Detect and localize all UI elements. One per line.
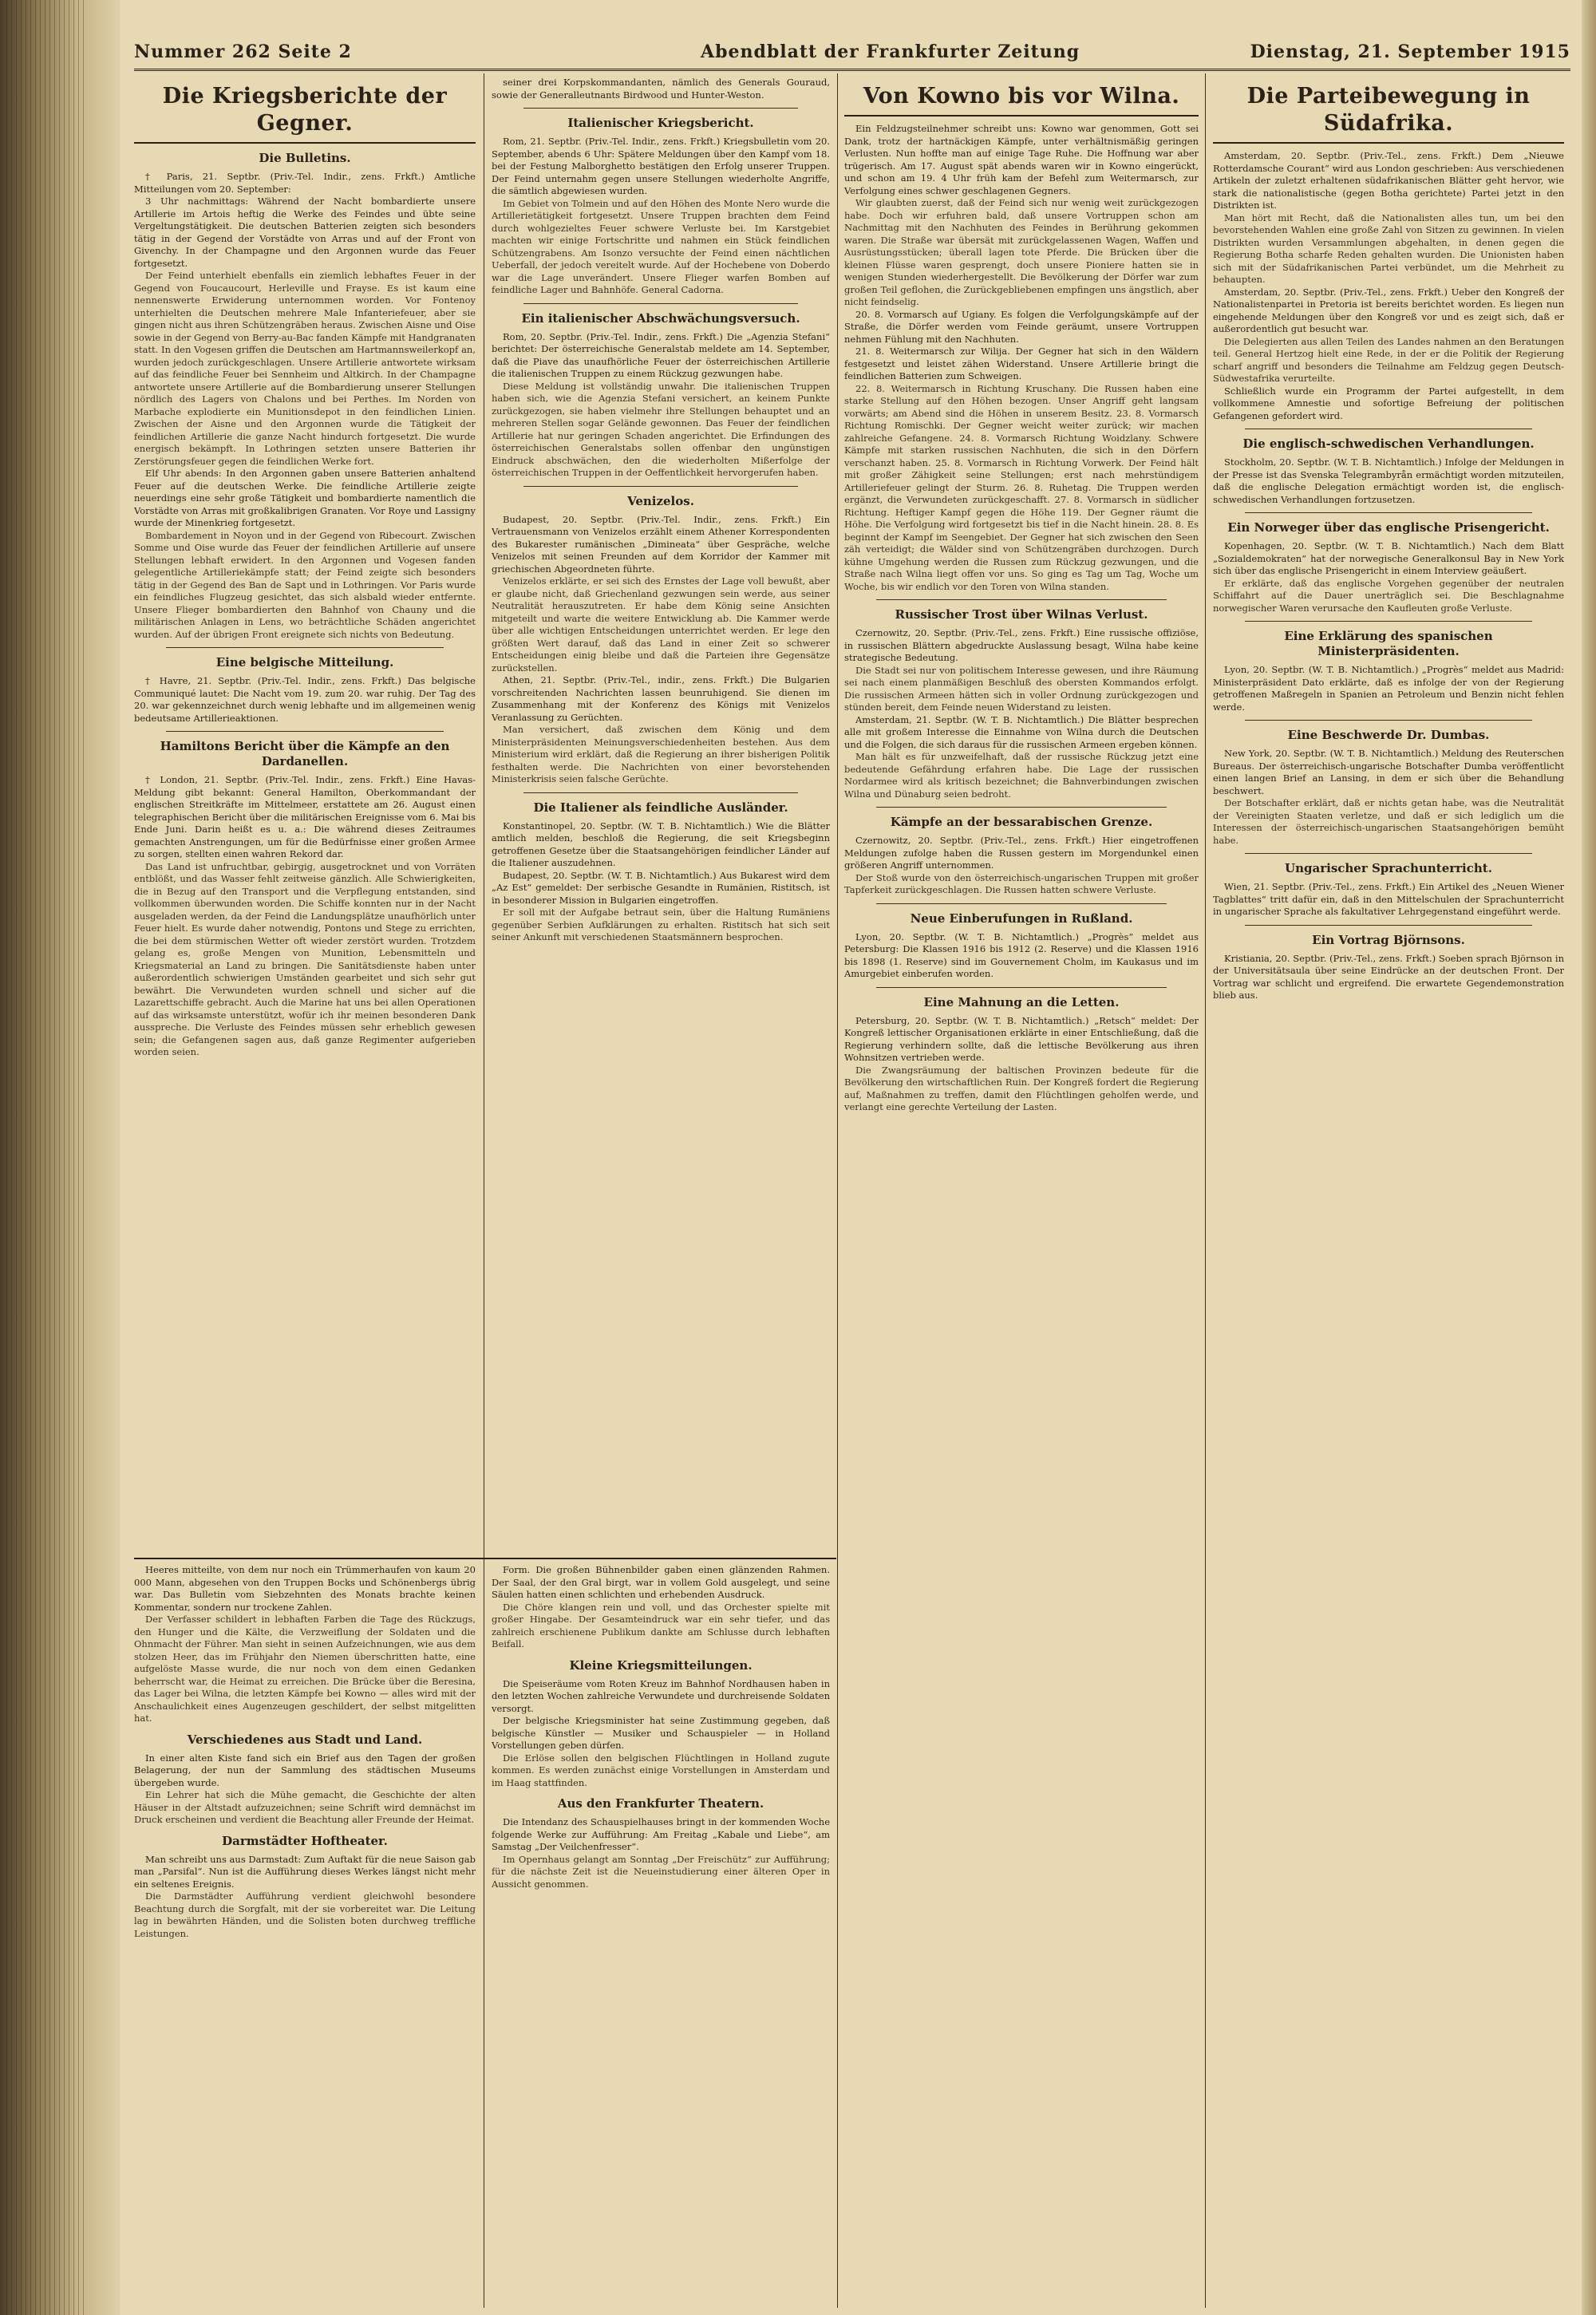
issue-date: Dienstag, 21. September 1915 <box>1250 41 1570 62</box>
article-paragraph: Er erklärte, daß das englische Vorgehen gegenüber der neutralen Schiffahrt auf die Dauer unerträglich sei. Die Beschlagnahme norwegischer Waren verursache den Kaufleuten große Verluste. <box>1213 577 1564 614</box>
page-edge <box>1582 0 1596 2315</box>
article-paragraph: Kristiania, 20. Septbr. (Priv.-Tel., zens. Frkft.) Soeben sprach Björnson in der Universitätsaula über seine Eindrücke an der deutschen Front. Der Vortrag war schlicht und ergreifend. Die erwartete Gegendemonstration blieb aus. <box>1213 952 1564 1001</box>
article-paragraph: Rom, 21. Septbr. (Priv.-Tel. Indir., zens. Frkft.) Kriegsbulletin vom 20. September, abends 6 Uhr: Spätere Meldungen über den Kampf vom 18. bei der Festung Malborghetto bestätigen den Erfolg unserer Truppen. Der Feind unternahm gegen unsere Stellungen wiederholte Angriffe, die sämtlich abgewiesen wurden. <box>492 136 830 196</box>
article-paragraph: Lyon, 20. Septbr. (W. T. B. Nichtamtlich.) „Progrès“ meldet aus Petersburg: Die Klassen 1916 bis 1912 (2. Reserve) und die Klassen 1916 bis 1898 (1. Reserve) sind im Gouvernement Cholm, im Kaukasus und im Amurgebiet einberufen worden. <box>844 930 1199 979</box>
article-title: Die Parteibewegung in Südafrika. <box>1213 83 1564 144</box>
article-heading: Ein italienischer Abschwächungsversuch. <box>521 310 800 326</box>
separator <box>166 647 444 648</box>
article-heading: Verschiedenes aus Stadt und Land. <box>187 1732 423 1747</box>
feuilleton-column-1 <box>134 1564 476 2306</box>
article-paragraph: Form. Die großen Bühnenbilder gaben einen glänzenden Rahmen. Der Saal, der den Gral birgt, war in vollem Gold ausgelegt, und seine Säulen hatten einen schlichten und erhebenden Ausdruck. <box>492 1564 830 1600</box>
article-paragraph: † Paris, 21. Septbr. (Priv.-Tel. Indir., zens. Frkft.) Amtliche Mitteilungen vom 20. September: <box>134 171 476 195</box>
article-paragraph: Die Chöre klangen rein und voll, und das Orchester spielte mit großer Hingabe. Der Gesamteindruck war ein sehr tiefer, und das zahlreich erschienene Publikum dankte am Schlusse durch lebhaften Beifall. <box>492 1601 830 1649</box>
article-paragraph: Er soll mit der Aufgabe betraut sein, über die Haltung Rumäniens gegenüber Serbien Aufklärungen zu erhalten. Ristitsch hat sich seit seiner Ankunft mit verschiedenen Staatsmännern besprochen. <box>492 907 830 942</box>
article-paragraph: Man versichert, daß zwischen dem König und dem Ministerpräsidenten Meinungsverschiedenheiten bestehen. Aus dem Ministerium wird erklärt, daß die Regierung an ihrer bisherigen Politik festhalten werde. Die Nachrichten von einer bevorstehenden Ministerkrisis seien falsche Gerüchte. <box>492 724 830 784</box>
article-paragraph: Konstantinopel, 20. Septbr. (W. T. B. Nichtamtlich.) Wie die Blätter amtlich melden, beschloß die Regierung, die seit Kriegsbeginn getroffenen Gesetze über die Staatsangehörigen feindlicher Länder auf die Italiener auszudehnen. <box>492 820 830 868</box>
article-heading: Venizelos. <box>627 493 694 508</box>
article-paragraph: Der belgische Kriegsminister hat seine Zustimmung gegeben, daß belgische Künstler — Musiker und Schauspieler — in Holland Vorstellungen geben dürfen. <box>492 1715 830 1751</box>
column-rule <box>1205 73 1206 2308</box>
article-paragraph: 3 Uhr nachmittags: Während der Nacht bombardierte unsere Artillerie im Artois heftig die Werke des Feindes und übte seine Vergeltungstätigkeit. Die deutschen Batterien zeigten sich besonders tätig in der Gegend der Vorstädte von Arras und auf der Front von Givenchy. In der Champagne und den Argonnen wurde das Feuer fortgesetzt. <box>134 196 476 269</box>
article-paragraph: Venizelos erklärte, er sei sich des Ernstes der Lage voll bewußt, aber er glaube nicht, daß Griechenland gezwungen sein werde, aus seiner Neutralität herauszutreten. Er habe dem König seine Ansichten mitgeteilt und warte die weitere Entwicklung ab. Die Kammer werde über alle wichtigen Entscheidungen unterrichtet werden. Er lege den größten Wert darauf, daß das Land in einer Zeit so schwerer Entscheidungen einig bleibe und daß die Parteien ihre Gegensätze zurückstellen. <box>492 575 830 674</box>
article-heading: Kleine Kriegsmitteilungen. <box>569 1657 753 1673</box>
column-1 <box>134 77 476 1553</box>
article-paragraph: Ein Lehrer hat sich die Mühe gemacht, die Geschichte der alten Häuser in der Altstadt aufzuzeichnen; seine Schrift wird demnächst im Druck erscheinen und verdient die Beachtung aller Freunde der Heimat. <box>134 1789 476 1825</box>
article-heading: Eine Erklärung des spanischen Ministerpräsidenten. <box>1284 629 1493 658</box>
article-paragraph: Athen, 21. Septbr. (Priv.-Tel., indir., zens. Frkft.) Die Bulgarien vorschreitenden Nachrichten lassen beunruhigend. Sie dienen im Zusammenhang mit der Konferenz des Königs mit Venizelos Veranlassung zu Gerüchten. <box>492 674 830 723</box>
article-paragraph: Elf Uhr abends: In den Argonnen gaben unsere Batterien anhaltend Feuer auf die deutschen Werke. Die feindliche Artillerie zeigte neuerdings eine sehr große Tätigkeit und bombardierte namentlich die Vorstädte von Arras mit großkalibrigen Granaten. Vor Roye und Lassigny wurde der Minenkrieg fortgesetzt. <box>134 468 476 528</box>
separator <box>1245 512 1532 513</box>
article-title: Von Kowno bis vor Wilna. <box>844 83 1199 117</box>
article-paragraph: Petersburg, 20. Septbr. (W. T. B. Nichtamtlich.) „Retsch“ meldet: Der Kongreß lettischer Organisationen erklärte in einer Entschließung, daß die Regierung verhindern sollte, daß die lettische Bevölkerung aus ihren Wohnsitzen vertrieben werde. <box>844 1014 1199 1063</box>
publication-title: Abendblatt der Frankfurter Zeitung <box>701 41 1080 62</box>
article-heading: Hamiltons Bericht über die Kämpfe an den Dardanellen. <box>160 739 450 768</box>
article-heading: Eine belgische Mitteilung. <box>215 655 394 670</box>
article-paragraph: Budapest, 20. Septbr. (Priv.-Tel. Indir., zens. Frkft.) Ein Vertrauensmann von Venizelos erzählt einem Athener Korrespondenten des Bukarester rumänischen „Dimineata“ über Gespräche, welche Venizelos mit seinen Freunden auf dem Korridor der Kammer mit griechischen Abgeordneten führte. <box>492 513 830 575</box>
separator <box>1245 853 1532 854</box>
column-4 <box>1213 77 1564 2303</box>
separator <box>523 108 798 109</box>
article-heading: Neue Einberufungen in Rußland. <box>910 911 1133 926</box>
article-heading: Italienischer Kriegsbericht. <box>567 116 754 130</box>
column-rule <box>837 73 838 2308</box>
article-paragraph: Im Opernhaus gelangt am Sonntag „Der Freischütz“ zur Aufführung; für die nächste Zeit ist die Neueinstudierung einer älteren Oper in Aussicht genommen. <box>492 1853 830 1890</box>
article-heading: Aus den Frankfurter Theatern. <box>557 1796 764 1811</box>
separator <box>876 599 1167 600</box>
article-paragraph: Die Delegierten aus allen Teilen des Landes nahmen an den Beratungen teil. General Hertzog hielt eine Rede, in der er die Politik der Regierung scharf angriff und besonders die Teilnahme am Feldzug gegen Deutsch-Südwestafrika verurteilte. <box>1213 335 1564 384</box>
separator <box>876 807 1167 808</box>
article-paragraph: Amsterdam, 20. Septbr. (Priv.-Tel., zens. Frkft.) Ueber den Kongreß der Nationalistenpartei in Pretoria ist bereits berichtet worden. Es liegen nun eingehende Meldungen über den Kongreß vor und es zeigt sich, daß er außerordentlich gut besucht war. <box>1213 286 1564 334</box>
article-heading: Eine Beschwerde Dr. Dumbas. <box>1287 728 1490 742</box>
article-paragraph: Stockholm, 20. Septbr. (W. T. B. Nichtamtlich.) Infolge der Meldungen in der Presse ist das Svenska Telegrambyrån ermächtigt worden mitzuteilen, daß die englische Delegation ermächtigt worden ist, die englisch-schwedischen Verhandlungen fortzusetzen. <box>1213 456 1564 505</box>
article-paragraph: Czernowitz, 20. Septbr. (Priv.-Tel., zens. Frkft.) Eine russische offiziöse, in russischen Blättern abgedruckte Auslassung besagt, Wilna habe keine strategische Bedeutung. <box>844 627 1199 663</box>
article-paragraph: Kopenhagen, 20. Septbr. (W. T. B. Nichtamtlich.) Nach dem Blatt „Sozialdemokraten“ hat der norwegische Generalkonsul Bay in New York sich über das englische Prisengericht in einem Interview geäußert. <box>1213 540 1564 576</box>
article-paragraph: Die Darmstädter Aufführung verdient gleichwohl besondere Beachtung durch die Sorgfalt, mit der sie vorbereitet war. Die Leitung lag in bewährten Händen, und die Solisten boten durchweg treffliche Leistungen. <box>134 1890 476 1939</box>
article-paragraph: Der Botschafter erklärt, daß er nichts getan habe, was die Neutralität der Vereinigten Staaten verletze, und daß er sich lediglich um die Interessen der österreichisch-ungarischen Staatsangehörigen bemüht habe. <box>1213 797 1564 846</box>
article-paragraph: Bombardement in Noyon und in der Gegend von Ribecourt. Zwischen Somme und Oise wurde das Feuer der feindlichen Artillerie auf unsere Stellungen lebhaft erwidert. In den Argonnen und Vogesen fanden gelegentliche Artilleriekämpfe statt; der Feind zeigte sich besonders tätig in der Gegend des Ban de Sapt und in Lothringen. Vor Paris wurde ein feindliches Flugzeug gesichtet, das sich alsbald wieder entfernte. Unsere Flieger bombardierten den Bahnhof von Chauny und die militärischen Anlagen in Lens, wo beträchtliche Schäden angerichtet wurden. Auf der übrigen Front ereignete sich nichts von Bedeutung. <box>134 529 476 640</box>
article-heading: Kämpfe an der bessarabischen Grenze. <box>890 815 1153 829</box>
article-title: Die Kriegsberichte der Gegner. <box>134 83 476 144</box>
separator <box>523 486 798 487</box>
article-paragraph: Der Stoß wurde von den österreichisch-ungarischen Truppen mit großer Tapferkeit zurückgeschlagen. Die Russen hatten schwere Verluste. <box>844 871 1199 895</box>
article-paragraph: Der Verfasser schildert in lebhaften Farben die Tage des Rückzugs, den Hunger und die Kälte, die Verzweiflung der Soldaten und die Ohnmacht der Führer. Man sieht in seinen Aufzeichnungen, wie aus dem stolzen Heer, das im Frühjahr den Niemen überschritten hatte, eine aufgelöste Masse wurde, die nur noch von dem einen Gedanken beherrscht war, die Heimat zu erreichen. Die Brücke über die Beresina, das Lager bei Wilna, die letzten Kämpfe bei Kowno — alles wird mit der Anschaulichkeit eines Augenzeugen geschildert, der selbst mitgelitten hat. <box>134 1614 476 1724</box>
separator <box>1245 720 1532 721</box>
article-heading: Ein Vortrag Björnsons. <box>1312 932 1465 947</box>
article-heading: Ein Norweger über das englische Prisengericht. <box>1227 520 1550 535</box>
article-paragraph: Im Gebiet von Tolmein und auf den Höhen des Monte Nero wurde die Artillerietätigkeit fortgesetzt. Unsere Truppen brachten dem Feind durch wohlgezieltes Feuer schwere Verluste bei. Im Karstgebiet machten wir einige Fortschritte und nahmen ein Stück feindlichen Schützengrabens. Am Isonzo versuchte der Feind einen nächtlichen Ueberfall, der jedoch vereitelt wurde. Auf der Hochebene von Doberdo war die Lage unverändert. Unsere Flieger warfen Bomben auf feindliche Lager und Bahnhöfe. General Cadorna. <box>492 197 830 295</box>
separator <box>523 303 798 304</box>
article-paragraph: seiner drei Korpskommandanten, nämlich des Generals Gouraud, sowie der Generalleutnants Birdwood und Hunter-Weston. <box>492 77 830 101</box>
article-heading: Eine Mahnung an die Letten. <box>923 994 1120 1009</box>
article-paragraph: Budapest, 20. Septbr. (W. T. B. Nichtamtlich.) Aus Bukarest wird dem „Az Est“ gemeldet: Der serbische Gesandte in Rumänien, Ristitsch, ist in besonderer Mission in Bulgarien eingetroffen. <box>492 869 830 906</box>
separator <box>876 903 1167 904</box>
binding-lines <box>6 0 86 2315</box>
article-paragraph: Die Stadt sei nur von politischem Interesse gewesen, und ihre Räumung sei nach einem planmäßigen Beschluß des obersten Kommandos erfolgt. Die russischen Armeen hätten sich in voller Ordnung zurückgezogen und stünden bereit, dem Feinde neuen Widerstand zu leisten. <box>844 664 1199 713</box>
book-binding <box>0 0 120 2315</box>
article-paragraph: In einer alten Kiste fand sich ein Brief aus den Tagen der großen Belagerung, der nun der Sammlung des städtischen Museums übergeben wurde. <box>134 1752 476 1788</box>
page-header <box>134 37 1570 71</box>
article-paragraph: Wir glaubten zuerst, daß der Feind sich nur wenig weit zurückgezogen habe. Doch wir erfuhren bald, daß unsere Vortruppen schon am Nachmittag mit den Nachhuten des Feindes in Berührung gekommen waren. Die Straße war übersät mit zurückgelassenen Wagen, Waffen und Ausrüstungsstücken; überall lagen tote Pferde. Die Brücken über die kleinen Flüsse waren gesprengt, doch unsere Pioniere hatten sie in wenigen Stunden wiederhergestellt. Die Bevölkerung der Dörfer war zum großen Teil geflohen, die Zurückgebliebenen empfingen uns ängstlich, aber nicht feindselig. <box>844 197 1199 307</box>
article-paragraph: Amsterdam, 20. Septbr. (Priv.-Tel., zens. Frkft.) Dem „Nieuwe Rotterdamsche Courant“ wird aus London geschrieben: Aus verschiedenen Artikeln der zuletzt erhaltenen südafrikanischen Blätter geht hervor, wie stark die nationalistische (gegen Botha gerichtete) Partei jetzt in den Distrikten ist. <box>1213 150 1564 211</box>
separator <box>1245 925 1532 926</box>
article-paragraph: Der Feind unterhielt ebenfalls ein ziemlich lebhaftes Feuer in der Gegend von Foucaucourt, Herleville und Frayse. Es ist kaum eine nennenswerte Erwiderung unternommen worden. Vor Fontenoy unterhielten die Deutschen mehrere Male Infanteriefeuer, aber sie gingen nicht aus ihren Schützengräben heraus. Zwischen Aisne und Oise sowie in der Gegend von Berry-au-Bac fanden Kämpfe mit Handgranaten statt. In den Vogesen griffen die Deutschen am Hartmannsweilerkopf an, wurden jedoch zurückgeschlagen. Unsere Artillerie antwortete wirksam auf das feindliche Feuer bei Sennheim und Altkirch. In der Champagne antwortete unsere Artillerie auf die Bombardierung unserer Stellungen nördlich des Lagers von Chalons und bei Perthes. Im Norden von Marbache explodierte ein Munitionsdepot in den feindlichen Linien. Zwischen der Aisne und den Argonnen wurde die Tätigkeit der feindlichen Artillerie die ganze Nacht hindurch fortgesetzt. Die wurde energisch bekämpft. In Lothringen setzten unsere Batterien ihr Zerstörungsfeuer gegen die feindlichen Werke fort. <box>134 270 476 467</box>
article-paragraph: Die Zwangsräumung der baltischen Provinzen bedeute für die Bevölkerung den wirtschaftlichen Ruin. Der Kongreß fordert die Regierung auf, Maßnahmen zu treffen, damit den Flüchtlingen geholfen werde, und verlangt eine gerechte Verteilung der Lasten. <box>844 1064 1199 1112</box>
article-paragraph: Die Intendanz des Schauspielhauses bringt in der kommenden Woche folgende Werke zur Aufführung: Am Freitag „Kabale und Liebe“, am Samstag „Der Veilchenfresser“. <box>492 1816 830 1852</box>
article-paragraph: 21. 8. Weitermarsch zur Wilija. Der Gegner hat sich in den Wäldern festgesetzt und leistet zähen Widerstand. Unsere Artillerie bringt die feindlichen Batterien zum Schweigen. <box>844 346 1199 381</box>
article-heading: Die Bulletins. <box>259 151 351 165</box>
article-paragraph: Das Land ist unfruchtbar, gebirgig, ausgetrocknet und von Vorräten entblößt, und das Wasser fehlt zeitweise gänzlich. Alle Schwierigkeiten, die in Bezug auf den Transport und die Verpflegung entstanden, sind vollkommen überwunden worden. Die Schiffe konnten nur in der Nacht ausgeladen werden, da der Feind die Landungsplätze unaufhörlich unter Feuer hielt. Es wurde daher notwendig, Pontons und Stege zu errichten, die bei dem stürmischen Wetter oft wieder zerstört wurden. Trotzdem gelang es, große Mengen von Munition, Lebensmitteln und Kriegsmaterial an Land zu bringen. Die Sanitätsdienste haben unter außerordentlich schwierigen Umständen gearbeitet und sich sehr gut bewährt. Die Verwundeten wurden schnell und sicher auf die Lazarettschiffe gebracht. Auch die Marine hat uns bei allen Operationen auf das wirksamste unterstützt, wofür ich ihr meinen besonderen Dank ausspreche. Die Verluste des Feindes müssen sehr erheblich gewesen sein; die Gefangenen sagen aus, daß ganze Regimenter aufgerieben worden seien. <box>134 860 476 1057</box>
article-paragraph: Die Erlöse sollen den belgischen Flüchtlingen in Holland zugute kommen. Es werden zunächst einige Vorstellungen in Amsterdam und im Haag stattfinden. <box>492 1752 830 1788</box>
article-paragraph: 22. 8. Weitermarsch in Richtung Kruschany. Die Russen haben eine starke Stellung auf den Höhen bezogen. Unser Angriff geht langsam vorwärts; am Abend sind die Höhen in unserem Besitz. 23. 8. Vormarsch Richtung Romischki. Der Gegner weicht weiter zurück; wir machen zahlreiche Gefangene. 24. 8. Vormarsch Richtung Woidzlany. Schwere Kämpfe mit starken russischen Nachhuten, die sich in den Dörfern verschanzt haben. 25. 8. Vormarsch in Richtung Vorwerk. Der Feind hält mit großer Zähigkeit seine Stellungen; erst nach mehrstündigem Artilleriefeuer gelingt der Sturm. 26. 8. Ruhetag. Die Truppen werden ergänzt, die Verwundeten zurückgeschafft. 27. 8. Vormarsch in südlicher Richtung. Heftiger Kampf gegen die Höhe 119. Der Gegner räumt die Höhe. Die Verfolgung wird fortgesetzt bis tief in die Nacht hinein. 28. 8. Es beginnt der Kampf im Seengebiet. Der Gegner hat sich zwischen den Seen zäh verteidigt; die Wälder sind von Schützengräben durchzogen. Durch kühne Umgehung werden die Russen zum Rückzug gezwungen, und die Straße nach Wilna liegt offen vor uns. So ging es Tag um Tag, Woche um Woche, bis wir endlich vor den Toren von Wilna standen. <box>844 382 1199 592</box>
issue-number: Nummer 262 Seite 2 <box>134 41 352 62</box>
article-paragraph: Man schreibt uns aus Darmstadt: Zum Auftakt für die neue Saison gab man „Parsifal“. Nun ist die Aufführung dieses Werkes längst nicht mehr ein seltenes Ereignis. <box>134 1853 476 1890</box>
column-2 <box>492 77 830 1553</box>
article-paragraph: Schließlich wurde ein Programm der Partei aufgestellt, in dem vollkommene Amnestie und sofortige Befreiung der politischen Gefangenen gefordert wird. <box>1213 385 1564 421</box>
article-heading: Die englisch-schwedischen Verhandlungen. <box>1242 437 1535 451</box>
article-paragraph: † Havre, 21. Septbr. (Priv.-Tel. Indir., zens. Frkft.) Das belgische Communiqué lautet: Die Nacht vom 19. zum 20. war ruhig. Der Tag des 20. war gekennzeichnet durch wenig lebhafte und im allgemeinen wenig bedeutsame Artillerieaktionen. <box>134 675 476 724</box>
article-paragraph: Ein Feldzugsteilnehmer schreibt uns: Kowno war genommen, Gott sei Dank, trotz der hartnäckigen Kämpfe, unter verhältnismäßig geringen Verlusten. Nun hoffte man auf einige Tage Ruhe. Die Hoffnung war aber trügerisch. Am 17. August spät abends waren wir in Kowno eingerückt, und schon am 19. 4 Uhr früh kam der Befehl zum Weitermarsch, zur Verfolgung eines schwer geschlagenen Gegners. <box>844 123 1199 196</box>
article-paragraph: Die Speiseräume vom Roten Kreuz im Bahnhof Nordhausen haben in den letzten Wochen zahlreiche Verwundete und durchreisende Soldaten versorgt. <box>492 1677 830 1714</box>
article-heading: Ungarischer Sprachunterricht. <box>1285 861 1492 875</box>
article-paragraph: Wien, 21. Septbr. (Priv.-Tel., zens. Frkft.) Ein Artikel des „Neuen Wiener Tagblattes“ tritt dafür ein, daß in den Mittelschulen der Sprachunterricht in ungarischer Sprache als fakultativer Lehrgegenstand eingeführt werde. <box>1213 881 1564 917</box>
article-paragraph: † London, 21. Septbr. (Priv.-Tel. Indir., zens. Frkft.) Eine Havas-Meldung gibt bekannt: General Hamilton, Oberkommandant der englischen Streitkräfte im Mittelmeer, erstattete am 26. August einen telegraphischen Bericht über die militärischen Ereignisse vom 6. Mai bis Ende Juni. Darin heißt es u. a.: Die während dieses Zeitraumes gemachten Anstrengungen, um für die Bedürfnisse einer großen Armee zu sorgen, stellten einen wahren Rekord dar. <box>134 774 476 859</box>
article-heading: Russischer Trost über Wilnas Verlust. <box>895 607 1148 622</box>
article-heading: Darmstädter Hoftheater. <box>222 1833 388 1848</box>
article-paragraph: Rom, 20. Septbr. (Priv.-Tel. Indir., zens. Frkft.) Die „Agenzia Stefani“ berichtet: Der österreichische Generalstab meldete am 14. September, daß die Piave das unaufhörliche Feuer der österreichischen Artillerie die italienischen Truppen zu einem Rückzug gezwungen habe. <box>492 330 830 379</box>
article-paragraph: 20. 8. Vormarsch auf Ugiany. Es folgen die Verfolgungskämpfe auf der Straße, die Dörfer werden vom Feinde geräumt, unsere Vortruppen nehmen Fühlung mit den Nachhuten. <box>844 308 1199 345</box>
article-paragraph: Heeres mitteilte, von dem nur noch ein Trümmerhaufen von kaum 20 000 Mann, abgesehen von den Truppen Bocks und Schönenbergs übrig war. Das Bulletin vom Siebzehnten des Monats brachte keinen Kommentar, sondern nur trockene Zahlen. <box>134 1564 476 1613</box>
article-paragraph: Man hält es für unzweifelhaft, daß der russische Rückzug jetzt eine bedeutende Gefährdung erfahren habe. Die Lage der russischen Nordarmee wird als kritisch bezeichnet; die Bahnverbindungen zwischen Wilna und Dünaburg seien bedroht. <box>844 751 1199 800</box>
separator <box>523 792 798 793</box>
article-paragraph: Diese Meldung ist vollständig unwahr. Die italienischen Truppen haben sich, wie die Agenzia Stefani versichert, an keinem Punkte zurückgezogen, sie haben vielmehr ihre Stellungen behauptet und an mehreren Stellen sogar Gelände gewonnen. Das Feuer der feindlichen Artillerie hat nur geringen Schaden angerichtet. Die Erfindungen des österreichischen Generalstabs sollen offenbar den ungünstigen Eindruck abschwächen, den die wiederholten Mißerfolge der österreichischen Truppen in der Oeffentlichkeit hervorgerufen haben. <box>492 380 830 478</box>
article-paragraph: Czernowitz, 20. Septbr. (Priv.-Tel., zens. Frkft.) Hier eingetroffenen Meldungen zufolge haben die Russen gestern im Morgendunkel einen größeren Angriff unternommen. <box>844 835 1199 871</box>
article-paragraph: Amsterdam, 21. Septbr. (W. T. B. Nichtamtlich.) Die Blätter besprechen alle mit großem Interesse die Einnahme von Wilna durch die Deutschen und die Folgen, die sich daraus für die russischen Armeen ergeben können. <box>844 713 1199 750</box>
separator <box>166 731 444 732</box>
article-paragraph: New York, 20. Septbr. (W. T. B. Nichtamtlich.) Meldung des Reuterschen Bureaus. Der österreichisch-ungarische Botschafter Dumba veröffentlicht einen langen Brief an Lansing, in dem er sich über die Behandlung beschwert. <box>1213 748 1564 796</box>
feuilleton-rule <box>134 1558 836 1559</box>
separator <box>1245 621 1532 622</box>
article-heading: Die Italiener als feindliche Ausländer. <box>533 800 788 815</box>
feuilleton-column-2 <box>492 1564 830 2306</box>
separator <box>876 987 1167 988</box>
column-3 <box>844 77 1199 2303</box>
article-paragraph: Man hört mit Recht, daß die Nationalisten alles tun, um bei den bevorstehenden Wahlen eine große Zahl von Sitzen zu gewinnen. In vielen Distrikten wurden Versammlungen abgehalten, in denen gegen die Regierung Botha scharfe Reden gehalten wurden. Die Unionisten haben sich mit der Südafrikanischen Partei verbündet, um die Mehrheit zu behaupten. <box>1213 211 1564 285</box>
article-paragraph: Lyon, 20. Septbr. (W. T. B. Nichtamtlich.) „Progrès“ meldet aus Madrid: Ministerpräsident Dato erklärte, daß es infolge der von der Regierung getroffenen Maßregeln in Spanien an Petroleum und Benzin nicht fehlen werde. <box>1213 664 1564 713</box>
